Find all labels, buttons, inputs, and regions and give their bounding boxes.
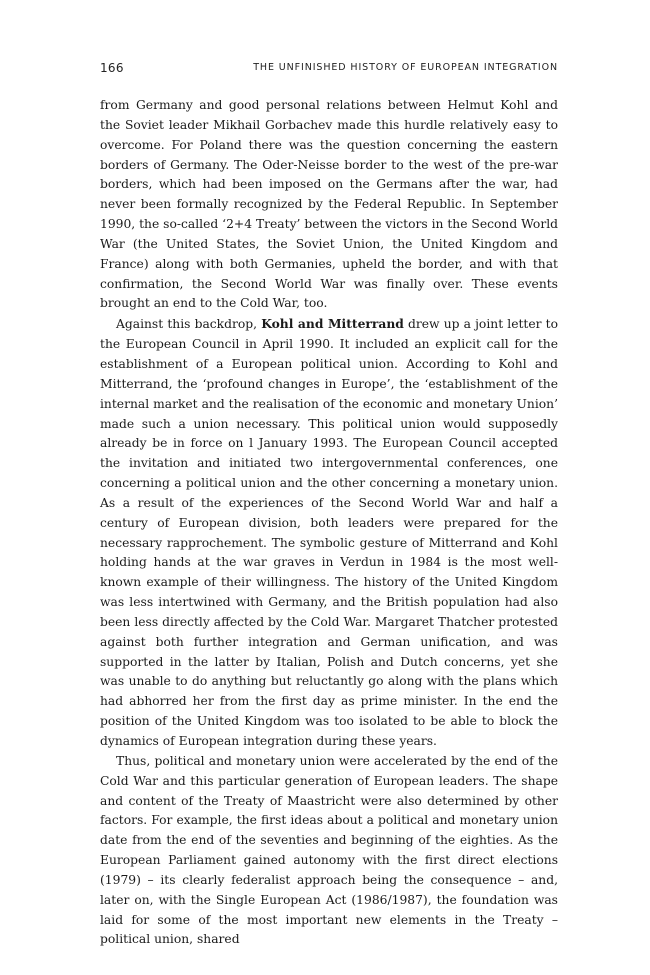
body-text: [100, 96, 558, 950]
paragraph-3: Thus, political and monetary union were accelerated by the end of the Cold War and this particular generation of European leaders. The shape and content of the Treaty of Maastricht were also determined by other factors. For example, the first ideas about a political and monetary union date from the end of the seventies and beginning of the eighties. As the European Parliament gained autonomy with the first direct elections (1979) – its clearly federalist approach being the consequence – and, later on, with the Single European Act (1986/1987), the foundation was laid for some of the most important new elements in the Treaty – political union, shared: [100, 753, 558, 947]
running-title: THE UNFINISHED HISTORY OF EUROPEAN INTEGRATION: [253, 62, 558, 73]
bold-term-kohl-mitterrand: Kohl and Mitterrand: [261, 316, 404, 332]
paragraph-2: [100, 314, 558, 752]
page-number: 166: [100, 61, 124, 75]
paragraph-2-lead: Against this backdrop,: [116, 317, 262, 332]
paragraph-1: from Germany and good personal relations between Helmut Kohl and the Soviet leader Mikhail Gorbachev made this hurdle relatively easy to overcome. For Poland there was the question concerning the eastern borders of Germany. The Oder-Neisse border to the west of the pre-war borders, which had been imposed on the Germans after the war, had never been formally recognized by the Federal Republic. In September 1990, the so-called ‘2+4 Treaty’ between the victors in the Second World War (the United States, the Soviet Union, the United Kingdom and France) along with both Germanies, upheld the border, and with that confirmation, the Second World War was finally over. These events brought an end to the Cold War, too.: [100, 98, 558, 311]
paragraph-2-rest: drew up a joint letter to the European Council in April 1990. It included an explicit call for the establishment of a European political union. According to Kohl and Mitterrand, the ‘profound changes in Europe’, the ‘establishment of the internal market and the realisation of the economic and monetary Union’ made such a union necessary. This political union would supposedly already be in force on l January 1993. The European Council accepted the invitation and initiated two intergovernmental conferences, one concerning a political union and the other concerning a monetary union. As a result of the experiences of the Second World War and half a century of European division, both leaders were prepared for the necessary rapprochement. The symbolic gesture of Mitterrand and Kohl holding hands at the war graves in Verdun in 1984 is the most well-known example of their willingness. The history of the United Kingdom was less intertwined with Germany, and the British population had also been less directly affected by the Cold War. Margaret Thatcher protested against both further integration and German unification, and was supported in the latter by Italian, Polish and Dutch concerns, yet she was unable to do anything but reluctantly go along with the plans which had abhorred her from the first day as prime minister. In the end the position of the United Kingdom was too isolated to be able to block the dynamics of European integration during these years.: [100, 317, 559, 748]
page-header: [100, 61, 558, 77]
